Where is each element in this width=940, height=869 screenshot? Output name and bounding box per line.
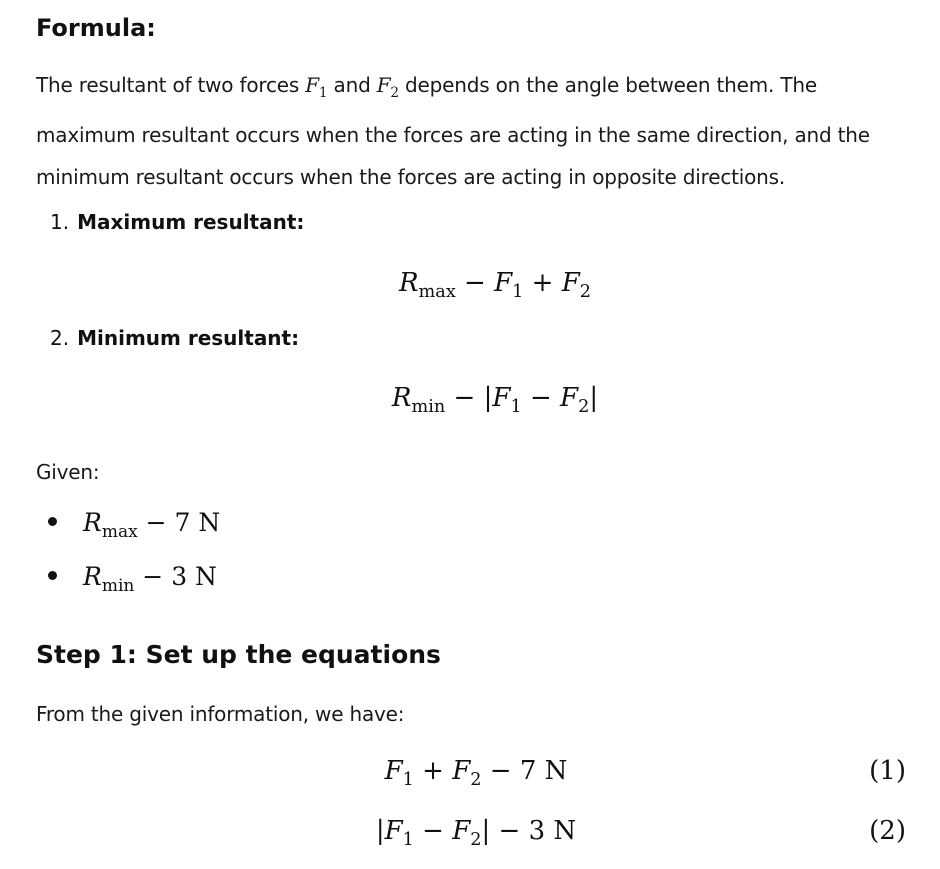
eq-var: F	[452, 756, 471, 786]
eq-sub: 2	[578, 397, 590, 418]
eq-op: +	[413, 756, 453, 786]
eq-var: R	[398, 268, 419, 298]
eq-sub: 2	[579, 282, 592, 303]
eq-op: −	[413, 816, 453, 846]
eq-op: +	[523, 268, 562, 298]
eq-op: −	[455, 268, 495, 298]
eq-op: −	[521, 383, 561, 413]
f1-subscript: 1	[318, 84, 328, 101]
equation-body	[36, 756, 916, 790]
formula-heading: Formula:	[36, 14, 156, 42]
eq-var: F	[560, 383, 579, 413]
eq-unit: N	[536, 756, 568, 786]
intro-text-2: depends on the angle between them. The maximum resultant occurs when the forces are acting in the same direction, and the minimum resultant occurs when the forces are acting in opposite directions.	[36, 73, 870, 189]
eq-op: −	[490, 816, 529, 846]
eq-op: −	[445, 383, 484, 413]
equation-tag: (2)	[869, 816, 906, 846]
bullet-dot	[48, 517, 57, 526]
from-text: From the given information, we have:	[36, 702, 405, 726]
eq-unit: N	[545, 816, 577, 846]
equation-tag: (1)	[869, 756, 906, 786]
list-label: Minimum resultant:	[77, 326, 300, 350]
intro-and: and	[327, 73, 377, 97]
given-item-min	[48, 562, 217, 596]
eq-sub: max	[101, 521, 138, 542]
eq-var: F	[384, 756, 403, 786]
equation-body	[36, 816, 916, 850]
given-unit: N	[187, 562, 217, 591]
eq-value: 7	[519, 756, 537, 786]
equation-max-resultant	[36, 268, 940, 302]
f2-symbol: F	[376, 73, 391, 97]
eq-var: F	[384, 816, 403, 846]
step1-heading: Step 1: Set up the equations	[36, 640, 441, 669]
eq-op: −	[481, 756, 520, 786]
eq-value: 3	[528, 816, 546, 846]
eq-sub: 2	[470, 770, 482, 791]
eq-sub: max	[418, 282, 456, 303]
eq-var: R	[83, 562, 102, 591]
given-item-max	[48, 508, 220, 542]
eq-abs-bar: |	[481, 816, 491, 846]
eq-sub: min	[101, 575, 135, 596]
eq-op: −	[134, 562, 172, 591]
list-label: Maximum resultant:	[77, 210, 305, 234]
eq-abs-bar: |	[483, 383, 493, 413]
eq-sub: 2	[470, 830, 482, 851]
eq-sub: min	[411, 397, 446, 418]
eq-var: R	[391, 383, 412, 413]
list-item-maximum	[50, 210, 304, 234]
eq-var: F	[494, 268, 513, 298]
eq-sub: 1	[402, 830, 414, 851]
given-unit: N	[190, 508, 221, 537]
bullet-dot	[48, 571, 57, 580]
eq-sub: 1	[402, 770, 414, 791]
eq-sub: 1	[512, 282, 524, 303]
eq-abs-bar: |	[589, 383, 599, 413]
given-value: 7	[174, 508, 191, 537]
intro-paragraph	[36, 64, 896, 198]
eq-op: −	[137, 508, 175, 537]
intro-text-1: The resultant of two forces	[36, 73, 306, 97]
f1-symbol: F	[305, 73, 319, 97]
f2-subscript: 2	[390, 84, 399, 101]
eq-var: F	[561, 268, 580, 298]
list-item-minimum	[50, 326, 299, 350]
eq-var: F	[492, 383, 511, 413]
eq-var: F	[452, 816, 471, 846]
given-value: 3	[171, 562, 188, 591]
eq-var: R	[83, 508, 102, 537]
equation-min-resultant	[36, 383, 940, 417]
list-number: 2.	[50, 326, 70, 350]
given-label: Given:	[36, 460, 100, 484]
list-number: 1.	[50, 210, 70, 234]
eq-abs-bar: |	[375, 816, 385, 846]
eq-sub: 1	[510, 397, 522, 418]
